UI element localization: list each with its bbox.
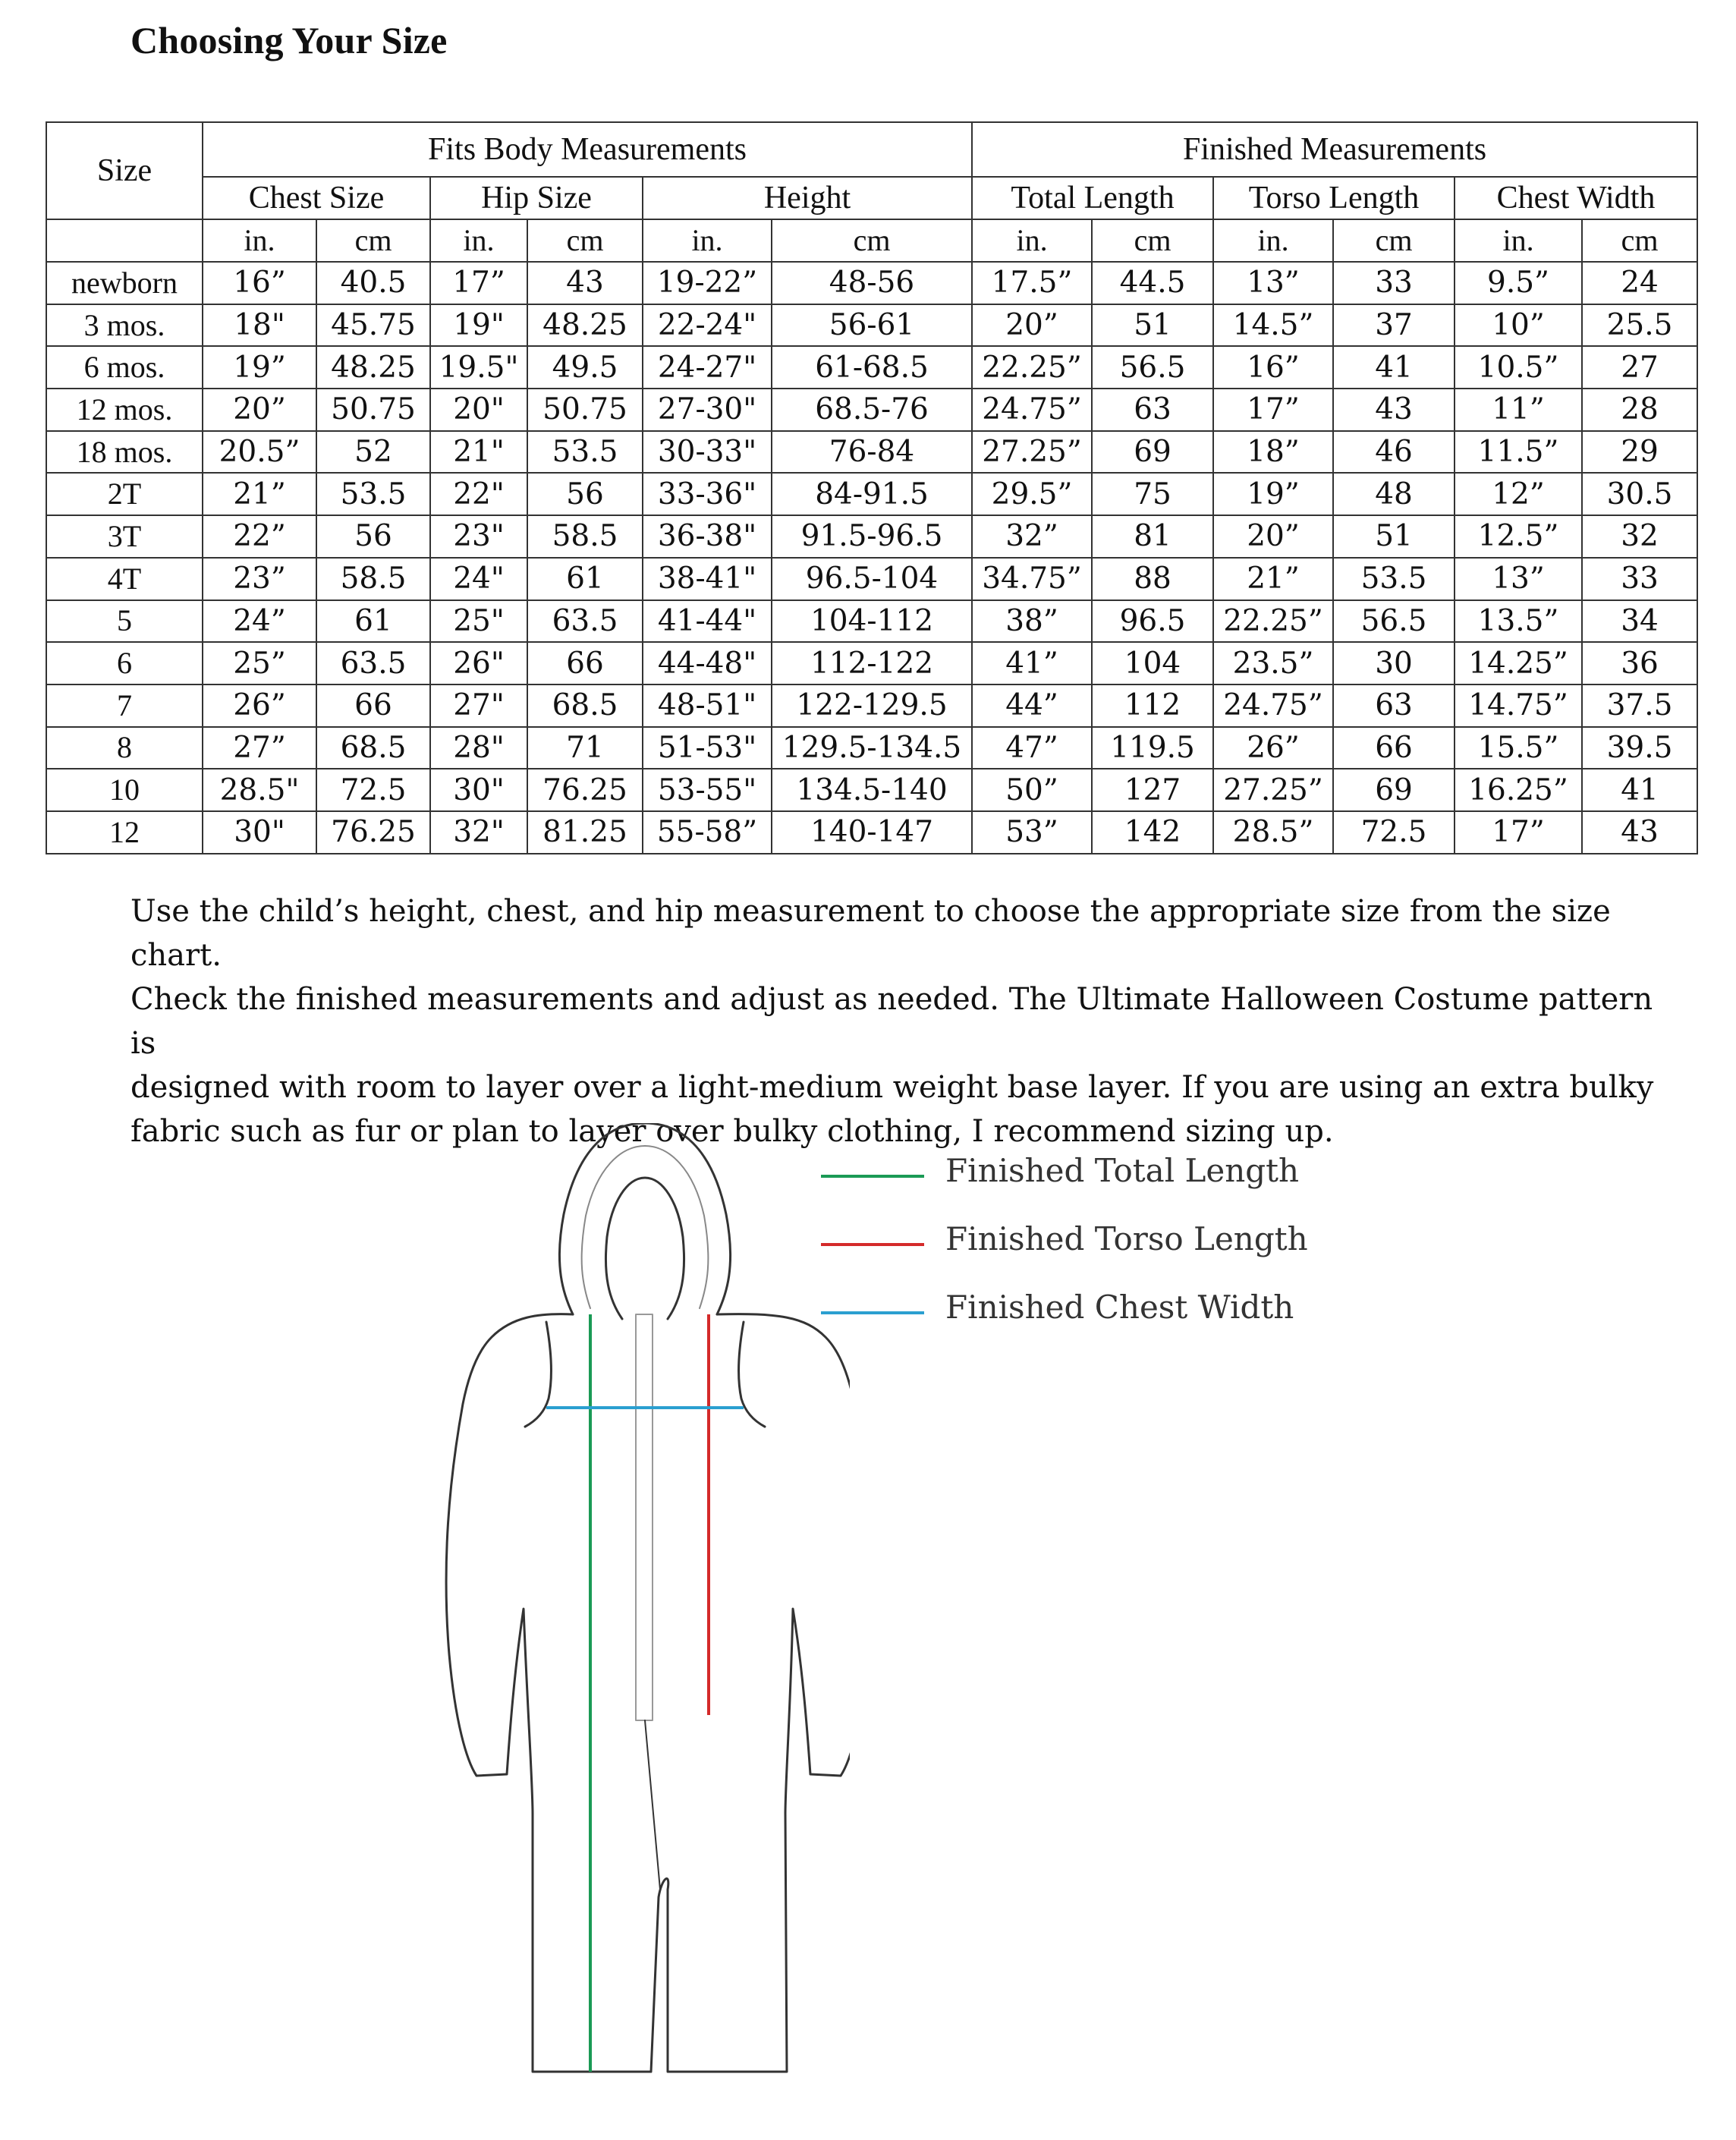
table-cell: 47” bbox=[972, 727, 1092, 769]
table-cell: 76.25 bbox=[316, 811, 430, 854]
table-cell: 20.5” bbox=[203, 431, 316, 474]
table-cell: 18” bbox=[1213, 431, 1333, 474]
table-cell: 66 bbox=[527, 642, 643, 684]
table-cell: 19” bbox=[1213, 473, 1333, 515]
legend-swatch-green bbox=[821, 1175, 924, 1178]
table-cell: 29.5” bbox=[972, 473, 1092, 515]
table-cell: 48.25 bbox=[527, 304, 643, 347]
table-cell: 17” bbox=[1213, 389, 1333, 431]
table-cell: 88 bbox=[1092, 558, 1213, 600]
table-cell: 63.5 bbox=[316, 642, 430, 684]
table-row bbox=[46, 811, 1697, 854]
table-cell: 69 bbox=[1092, 431, 1213, 474]
table-cell: 134.5-140 bbox=[772, 769, 972, 811]
table-cell: 51-53" bbox=[643, 727, 772, 769]
table-cell: 38” bbox=[972, 600, 1092, 643]
unit-header: in. bbox=[203, 219, 316, 262]
table-cell: 23” bbox=[203, 558, 316, 600]
chest-width-header: Chest Width bbox=[1455, 177, 1697, 219]
table-cell: 24-27" bbox=[643, 346, 772, 389]
table-row bbox=[46, 642, 1697, 684]
table-cell: 44-48" bbox=[643, 642, 772, 684]
table-cell: 22” bbox=[203, 515, 316, 558]
table-row bbox=[46, 515, 1697, 558]
table-row bbox=[46, 473, 1697, 515]
table-cell: 14.5” bbox=[1213, 304, 1333, 347]
table-cell: 32 bbox=[1582, 515, 1697, 558]
table-cell: 11.5” bbox=[1455, 431, 1582, 474]
table-cell: 55-58” bbox=[643, 811, 772, 854]
table-cell: 76.25 bbox=[527, 769, 643, 811]
page-title: Choosing Your Size bbox=[131, 19, 448, 61]
table-cell: 32” bbox=[972, 515, 1092, 558]
table-row bbox=[46, 684, 1697, 727]
table-cell: 63 bbox=[1092, 389, 1213, 431]
table-cell: 23" bbox=[430, 515, 527, 558]
table-cell: 19” bbox=[203, 346, 316, 389]
table-cell: 48-56 bbox=[772, 262, 972, 304]
table-cell: 58.5 bbox=[316, 558, 430, 600]
table-cell: 37.5 bbox=[1582, 684, 1697, 727]
table-cell: 71 bbox=[527, 727, 643, 769]
table-cell: 56.5 bbox=[1333, 600, 1455, 643]
hip-size-header: Hip Size bbox=[430, 177, 643, 219]
table-cell: 16” bbox=[203, 262, 316, 304]
size-label: 12 mos. bbox=[46, 389, 203, 431]
size-label: 3T bbox=[46, 515, 203, 558]
table-cell: 25.5 bbox=[1582, 304, 1697, 347]
table-cell: 53” bbox=[972, 811, 1092, 854]
table-cell: 30.5 bbox=[1582, 473, 1697, 515]
table-cell: 18" bbox=[203, 304, 316, 347]
table-cell: 61 bbox=[527, 558, 643, 600]
table-cell: 15.5” bbox=[1455, 727, 1582, 769]
table-cell: 10.5” bbox=[1455, 346, 1582, 389]
table-cell: 9.5” bbox=[1455, 262, 1582, 304]
table-cell: 50” bbox=[972, 769, 1092, 811]
size-label: 4T bbox=[46, 558, 203, 600]
table-row bbox=[46, 262, 1697, 304]
table-cell: 24 bbox=[1582, 262, 1697, 304]
table-cell: 45.75 bbox=[316, 304, 430, 347]
table-cell: 75 bbox=[1092, 473, 1213, 515]
unit-header: cm bbox=[1092, 219, 1213, 262]
unit-header: in. bbox=[972, 219, 1092, 262]
table-cell: 13.5” bbox=[1455, 600, 1582, 643]
instruction-line: Check the finished measurements and adjust as needed. The Ultimate Halloween Costume pattern is bbox=[131, 982, 1653, 1061]
center-seam bbox=[645, 1720, 660, 1890]
table-cell: 17” bbox=[430, 262, 527, 304]
size-label: newborn bbox=[46, 262, 203, 304]
unit-header: cm bbox=[1333, 219, 1455, 262]
size-label: 12 bbox=[46, 811, 203, 854]
table-cell: 53.5 bbox=[316, 473, 430, 515]
table-cell: 10” bbox=[1455, 304, 1582, 347]
table-cell: 19" bbox=[430, 304, 527, 347]
table-cell: 140-147 bbox=[772, 811, 972, 854]
table-cell: 24.75” bbox=[972, 389, 1092, 431]
table-cell: 24.75” bbox=[1213, 684, 1333, 727]
armhole-right bbox=[739, 1322, 765, 1427]
table-cell: 26” bbox=[203, 684, 316, 727]
table-cell: 61-68.5 bbox=[772, 346, 972, 389]
table-row bbox=[46, 600, 1697, 643]
table-cell: 84-91.5 bbox=[772, 473, 972, 515]
armhole-left bbox=[525, 1322, 551, 1427]
hooded-jumpsuit-icon bbox=[440, 1123, 850, 2079]
unit-header: in. bbox=[1455, 219, 1582, 262]
table-cell: 39.5 bbox=[1582, 727, 1697, 769]
table-cell: 22" bbox=[430, 473, 527, 515]
table-cell: 13” bbox=[1455, 558, 1582, 600]
table-cell: 112 bbox=[1092, 684, 1213, 727]
table-cell: 32" bbox=[430, 811, 527, 854]
table-cell: 51 bbox=[1092, 304, 1213, 347]
table-cell: 50.75 bbox=[316, 389, 430, 431]
table-cell: 46 bbox=[1333, 431, 1455, 474]
table-cell: 41 bbox=[1333, 346, 1455, 389]
table-cell: 96.5 bbox=[1092, 600, 1213, 643]
table-cell: 69 bbox=[1333, 769, 1455, 811]
table-cell: 20” bbox=[203, 389, 316, 431]
table-cell: 28.5" bbox=[203, 769, 316, 811]
table-cell: 56-61 bbox=[772, 304, 972, 347]
table-cell: 27-30" bbox=[643, 389, 772, 431]
chest-size-header: Chest Size bbox=[203, 177, 430, 219]
table-cell: 26" bbox=[430, 642, 527, 684]
table-cell: 33 bbox=[1333, 262, 1455, 304]
total-length-header: Total Length bbox=[972, 177, 1213, 219]
face-opening bbox=[605, 1178, 684, 1319]
size-label: 5 bbox=[46, 600, 203, 643]
unit-header: in. bbox=[1213, 219, 1333, 262]
table-cell: 76-84 bbox=[772, 431, 972, 474]
table-row bbox=[46, 769, 1697, 811]
table-cell: 127 bbox=[1092, 769, 1213, 811]
table-cell: 41 bbox=[1582, 769, 1697, 811]
table-cell: 21" bbox=[430, 431, 527, 474]
size-label: 6 bbox=[46, 642, 203, 684]
table-cell: 36 bbox=[1582, 642, 1697, 684]
table-cell: 30-33" bbox=[643, 431, 772, 474]
table-cell: 37 bbox=[1333, 304, 1455, 347]
table-cell: 33 bbox=[1582, 558, 1697, 600]
hood-lining bbox=[582, 1146, 709, 1308]
size-label: 7 bbox=[46, 684, 203, 727]
table-row bbox=[46, 346, 1697, 389]
sizing-instructions bbox=[131, 889, 1678, 1153]
table-cell: 21” bbox=[203, 473, 316, 515]
size-label: 6 mos. bbox=[46, 346, 203, 389]
table-cell: 28" bbox=[430, 727, 527, 769]
size-label: 18 mos. bbox=[46, 431, 203, 474]
table-cell: 44.5 bbox=[1092, 262, 1213, 304]
zipper-placket bbox=[636, 1314, 653, 1720]
table-cell: 142 bbox=[1092, 811, 1213, 854]
size-label: 3 mos. bbox=[46, 304, 203, 347]
table-cell: 81 bbox=[1092, 515, 1213, 558]
table-cell: 20" bbox=[430, 389, 527, 431]
table-cell: 30" bbox=[203, 811, 316, 854]
table-cell: 22.25” bbox=[972, 346, 1092, 389]
table-cell: 48.25 bbox=[316, 346, 430, 389]
table-cell: 58.5 bbox=[527, 515, 643, 558]
size-chart-table bbox=[46, 121, 1698, 854]
unit-header: cm bbox=[772, 219, 972, 262]
table-cell: 96.5-104 bbox=[772, 558, 972, 600]
legend-swatch-red bbox=[821, 1243, 924, 1246]
table-cell: 48 bbox=[1333, 473, 1455, 515]
table-cell: 36-38" bbox=[643, 515, 772, 558]
unit-header: cm bbox=[1582, 219, 1697, 262]
unit-header: in. bbox=[430, 219, 527, 262]
table-cell: 50.75 bbox=[527, 389, 643, 431]
legend-label: Finished Total Length bbox=[945, 1152, 1300, 1189]
table-cell: 53.5 bbox=[1333, 558, 1455, 600]
table-cell: 61 bbox=[316, 600, 430, 643]
table-row bbox=[46, 727, 1697, 769]
table-cell: 28 bbox=[1582, 389, 1697, 431]
table-cell: 41” bbox=[972, 642, 1092, 684]
table-cell: 56 bbox=[527, 473, 643, 515]
table-cell: 48-51" bbox=[643, 684, 772, 727]
body-measurements-header: Fits Body Measurements bbox=[203, 122, 972, 177]
table-cell: 43 bbox=[527, 262, 643, 304]
size-label: 8 bbox=[46, 727, 203, 769]
unit-header: cm bbox=[527, 219, 643, 262]
size-label: 2T bbox=[46, 473, 203, 515]
table-cell: 27" bbox=[430, 684, 527, 727]
torso-length-header: Torso Length bbox=[1213, 177, 1455, 219]
instruction-line: Use the child’s height, chest, and hip measurement to choose the appropriate size from the size chart. bbox=[131, 894, 1611, 973]
table-cell: 129.5-134.5 bbox=[772, 727, 972, 769]
table-cell: 22-24" bbox=[643, 304, 772, 347]
table-cell: 14.75” bbox=[1455, 684, 1582, 727]
table-cell: 49.5 bbox=[527, 346, 643, 389]
table-row bbox=[46, 304, 1697, 347]
legend-label: Finished Torso Length bbox=[945, 1220, 1308, 1257]
unit-header: in. bbox=[643, 219, 772, 262]
table-cell: 52 bbox=[316, 431, 430, 474]
table-cell: 66 bbox=[1333, 727, 1455, 769]
table-cell: 22.25” bbox=[1213, 600, 1333, 643]
unit-spacer bbox=[46, 219, 203, 262]
table-cell: 29 bbox=[1582, 431, 1697, 474]
table-row bbox=[46, 431, 1697, 474]
table-cell: 19-22” bbox=[643, 262, 772, 304]
size-label: 10 bbox=[46, 769, 203, 811]
table-cell: 26” bbox=[1213, 727, 1333, 769]
table-cell: 43 bbox=[1582, 811, 1697, 854]
table-cell: 17.5” bbox=[972, 262, 1092, 304]
table-cell: 53.5 bbox=[527, 431, 643, 474]
table-cell: 19.5" bbox=[430, 346, 527, 389]
table-cell: 91.5-96.5 bbox=[772, 515, 972, 558]
finished-measurements-header: Finished Measurements bbox=[972, 122, 1697, 177]
table-cell: 16.25” bbox=[1455, 769, 1582, 811]
table-cell: 43 bbox=[1333, 389, 1455, 431]
table-cell: 122-129.5 bbox=[772, 684, 972, 727]
legend-swatch-blue bbox=[821, 1311, 924, 1314]
table-cell: 72.5 bbox=[1333, 811, 1455, 854]
table-cell: 30" bbox=[430, 769, 527, 811]
table-cell: 12.5” bbox=[1455, 515, 1582, 558]
table-cell: 17” bbox=[1455, 811, 1582, 854]
table-cell: 30 bbox=[1333, 642, 1455, 684]
unit-header: cm bbox=[316, 219, 430, 262]
table-cell: 16” bbox=[1213, 346, 1333, 389]
table-cell: 27” bbox=[203, 727, 316, 769]
table-cell: 27.25” bbox=[1213, 769, 1333, 811]
table-cell: 25” bbox=[203, 642, 316, 684]
table-cell: 66 bbox=[316, 684, 430, 727]
table-cell: 44” bbox=[972, 684, 1092, 727]
table-cell: 72.5 bbox=[316, 769, 430, 811]
table-cell: 51 bbox=[1333, 515, 1455, 558]
table-cell: 104 bbox=[1092, 642, 1213, 684]
table-cell: 21” bbox=[1213, 558, 1333, 600]
table-cell: 27 bbox=[1582, 346, 1697, 389]
instruction-line: designed with room to layer over a light-medium weight base layer. If you are using an extra bulky bbox=[131, 1070, 1654, 1105]
table-cell: 33-36" bbox=[643, 473, 772, 515]
table-cell: 56.5 bbox=[1092, 346, 1213, 389]
table-cell: 34.75” bbox=[972, 558, 1092, 600]
table-cell: 104-112 bbox=[772, 600, 972, 643]
table-cell: 24” bbox=[203, 600, 316, 643]
height-header: Height bbox=[643, 177, 972, 219]
table-cell: 112-122 bbox=[772, 642, 972, 684]
table-cell: 40.5 bbox=[316, 262, 430, 304]
legend-label: Finished Chest Width bbox=[945, 1289, 1294, 1326]
body-outline bbox=[446, 1314, 850, 2072]
table-cell: 25" bbox=[430, 600, 527, 643]
table-cell: 53-55" bbox=[643, 769, 772, 811]
table-cell: 119.5 bbox=[1092, 727, 1213, 769]
table-cell: 68.5 bbox=[527, 684, 643, 727]
size-header: Size bbox=[46, 122, 203, 219]
table-cell: 56 bbox=[316, 515, 430, 558]
table-cell: 24" bbox=[430, 558, 527, 600]
table-cell: 63 bbox=[1333, 684, 1455, 727]
table-cell: 20” bbox=[972, 304, 1092, 347]
table-cell: 68.5-76 bbox=[772, 389, 972, 431]
table-cell: 27.25” bbox=[972, 431, 1092, 474]
table-cell: 68.5 bbox=[316, 727, 430, 769]
table-cell: 14.25” bbox=[1455, 642, 1582, 684]
table-cell: 23.5” bbox=[1213, 642, 1333, 684]
table-cell: 41-44" bbox=[643, 600, 772, 643]
table-cell: 11” bbox=[1455, 389, 1582, 431]
table-cell: 28.5” bbox=[1213, 811, 1333, 854]
table-row bbox=[46, 558, 1697, 600]
table-cell: 38-41" bbox=[643, 558, 772, 600]
table-cell: 12” bbox=[1455, 473, 1582, 515]
table-cell: 81.25 bbox=[527, 811, 643, 854]
table-cell: 34 bbox=[1582, 600, 1697, 643]
table-cell: 63.5 bbox=[527, 600, 643, 643]
table-cell: 20” bbox=[1213, 515, 1333, 558]
instruction-line: fabric such as fur or plan to layer over bulky clothing, I recommend sizing up. bbox=[131, 1114, 1334, 1149]
table-row bbox=[46, 389, 1697, 431]
table-cell: 13” bbox=[1213, 262, 1333, 304]
